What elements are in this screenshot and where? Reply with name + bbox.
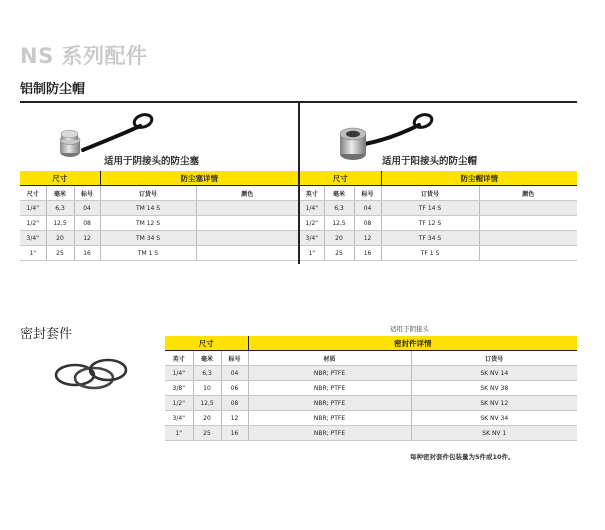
cell-inch: 3/4" (20, 231, 46, 246)
seal-rings-image (52, 355, 132, 399)
col-inch: 尺寸 (20, 186, 46, 201)
table-row (300, 231, 577, 246)
table-row (165, 411, 577, 426)
cell-mm: 20 (46, 231, 74, 246)
cell-mm: 25 (324, 246, 354, 261)
cell-mm: 20 (193, 411, 221, 426)
cell-material: NBR; PTFE (248, 381, 411, 396)
cell-order: TF 12 S (381, 216, 479, 231)
cell-color (196, 246, 298, 261)
cell-mm: 12,5 (324, 216, 354, 231)
table-row (165, 396, 577, 411)
cell-inch: 3/8" (165, 381, 193, 396)
seal-kit-table (165, 336, 577, 441)
cell-order: TF 1 S (381, 246, 479, 261)
series-title: NS 系列配件 (20, 44, 148, 68)
cell-order: SK NV 12 (411, 396, 577, 411)
seal-kit-note: 适用于阴接头 (390, 325, 429, 333)
table-row (20, 216, 298, 231)
cell-order: TM 1 S (100, 246, 196, 261)
cell-color (479, 246, 577, 261)
table-row (165, 426, 577, 441)
header-size-group: 尺寸 (165, 336, 248, 351)
cell-inch: 1/2" (300, 216, 324, 231)
cell-inch: 1/4" (300, 201, 324, 216)
cell-inch: 3/4" (300, 231, 324, 246)
cell-order: SK NV 38 (411, 381, 577, 396)
table-row (20, 201, 298, 216)
cell-code: 16 (354, 246, 381, 261)
col-order: 订货号 (100, 186, 196, 201)
header-detail-group: 防尘帽详情 (381, 171, 577, 186)
cell-mm: 6,3 (324, 201, 354, 216)
cell-color (196, 231, 298, 246)
col-code: 标号 (354, 186, 381, 201)
header-size-group: 尺寸 (300, 171, 381, 186)
cell-inch: 1/2" (20, 216, 46, 231)
cell-order: TF 34 S (381, 231, 479, 246)
cell-order: SK NV 1 (411, 426, 577, 441)
cell-order: TF 14 S (381, 201, 479, 216)
cell-code: 08 (354, 216, 381, 231)
cell-mm: 10 (193, 381, 221, 396)
cell-mm: 25 (46, 246, 74, 261)
cell-code: 16 (221, 426, 248, 441)
table-row (300, 246, 577, 261)
cell-mm: 20 (324, 231, 354, 246)
cell-color (479, 201, 577, 216)
header-detail-group: 密封件详情 (248, 336, 577, 351)
dust-plug-table (20, 171, 298, 261)
cell-code: 04 (74, 201, 100, 216)
cell-code: 12 (354, 231, 381, 246)
dust-cap-caption: 适用于阳接头的防尘帽 (382, 156, 478, 167)
col-mm: 毫米 (324, 186, 354, 201)
table-row (20, 246, 298, 261)
seal-kit-footnote: 每种密封套件包装量为5件或10件。 (410, 453, 515, 461)
cell-color (479, 231, 577, 246)
col-material: 材质 (248, 351, 411, 366)
cell-mm: 6,3 (46, 201, 74, 216)
cell-material: NBR; PTFE (248, 411, 411, 426)
cell-inch: 1/4" (20, 201, 46, 216)
cell-code: 04 (221, 366, 248, 381)
header-size-group: 尺寸 (20, 171, 100, 186)
cell-order: SK NV 34 (411, 411, 577, 426)
cell-inch: 1/4" (165, 366, 193, 381)
cell-inch: 1" (300, 246, 324, 261)
col-code: 标号 (74, 186, 100, 201)
col-inch: 英寸 (165, 351, 193, 366)
col-color: 颜色 (196, 186, 298, 201)
col-color: 颜色 (479, 186, 577, 201)
table-row (300, 201, 577, 216)
col-order: 订货号 (411, 351, 577, 366)
cell-inch: 1/2" (165, 396, 193, 411)
cell-code: 16 (74, 246, 100, 261)
cell-material: NBR; PTFE (248, 396, 411, 411)
col-inch: 英寸 (300, 186, 324, 201)
cell-inch: 1" (165, 426, 193, 441)
table-row (20, 231, 298, 246)
dust-plug-caption: 适用于阴接头的防尘塞 (104, 156, 200, 167)
cell-inch: 1" (20, 246, 46, 261)
cell-color (196, 201, 298, 216)
cell-order: SK NV 14 (411, 366, 577, 381)
section-title-seal-kit: 密封套件 (20, 327, 73, 342)
cell-code: 04 (354, 201, 381, 216)
table-row (300, 216, 577, 231)
cell-code: 08 (74, 216, 100, 231)
col-code: 标号 (221, 351, 248, 366)
cell-mm: 12,5 (193, 396, 221, 411)
cell-code: 12 (221, 411, 248, 426)
cell-order: TM 14 S (100, 201, 196, 216)
cell-code: 08 (221, 396, 248, 411)
header-detail-group: 防尘塞详情 (100, 171, 298, 186)
cell-inch: 3/4" (165, 411, 193, 426)
cell-order: TM 34 S (100, 231, 196, 246)
cell-color (196, 216, 298, 231)
col-mm: 毫米 (46, 186, 74, 201)
col-mm: 毫米 (193, 351, 221, 366)
table-row (165, 381, 577, 396)
dust-cap-table (300, 171, 577, 261)
cell-material: NBR; PTFE (248, 426, 411, 441)
cell-material: NBR; PTFE (248, 366, 411, 381)
cell-color (479, 216, 577, 231)
cell-code: 12 (74, 231, 100, 246)
cell-mm: 25 (193, 426, 221, 441)
cell-mm: 6,3 (193, 366, 221, 381)
cell-order: TM 12 S (100, 216, 196, 231)
cell-code: 06 (221, 381, 248, 396)
table-row (165, 366, 577, 381)
col-order: 订货号 (381, 186, 479, 201)
section-title-dust-caps: 铝制防尘帽 (20, 82, 86, 97)
cell-mm: 12,5 (46, 216, 74, 231)
